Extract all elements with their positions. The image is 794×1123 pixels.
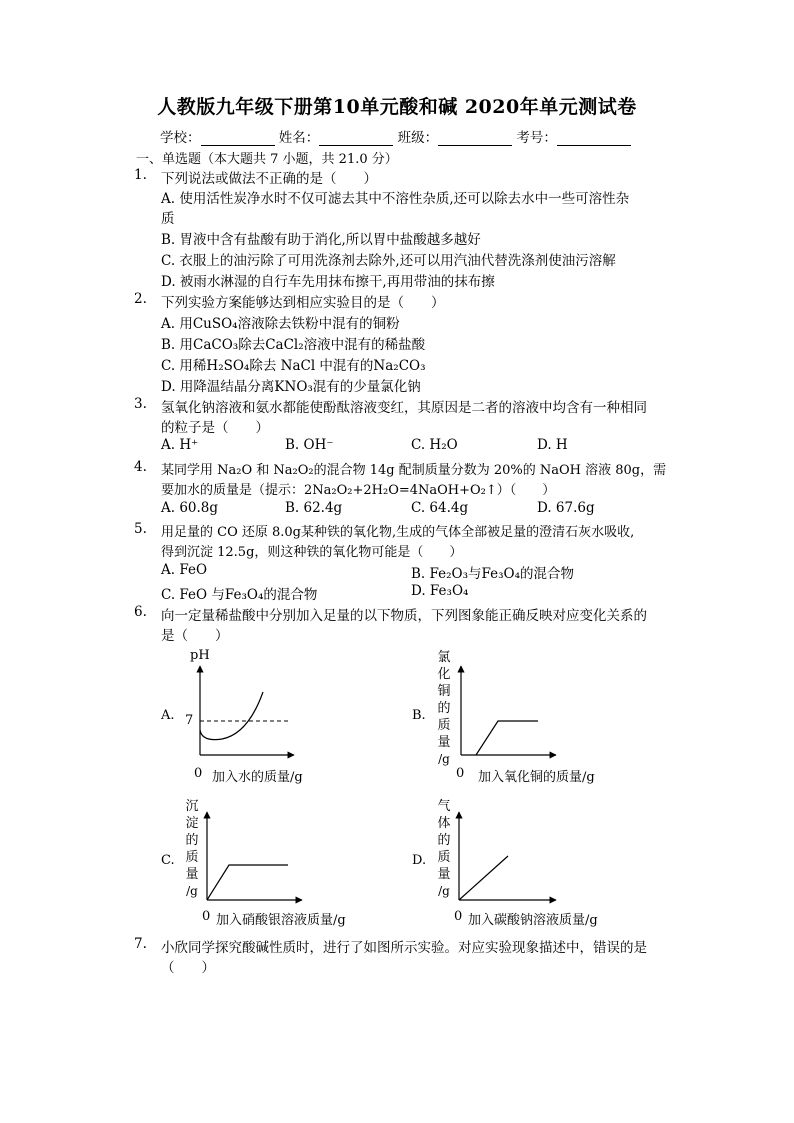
school-label: 学校： — [160, 130, 201, 146]
question-stem: 小欣同学探究酸碱性质时，进行了如图所示实验。对应实验现象描述中，错误的是 — [161, 940, 647, 956]
class-label: 班级： — [397, 130, 439, 146]
question-stem: 下列实验方案能够达到相应实验目的是（ ） — [161, 295, 445, 311]
option-b[interactable]: B. OH⁻ — [285, 437, 334, 453]
copper-chloride-line — [476, 721, 538, 755]
question-number: 4. — [134, 459, 147, 475]
graph-d-xlabel: 加入碳酸钠溶液质量/g — [468, 913, 598, 928]
graph-d-ylabel: 气 体 的 质 量 /g — [437, 799, 451, 898]
option-a[interactable]: A. FeO — [161, 562, 208, 578]
option-d[interactable]: D. 用降温结晶分离KNO₃混有的少量氯化钠 — [161, 379, 421, 395]
option-a-cont: 质 — [161, 211, 175, 227]
option-a[interactable]: A. 用CuSO₄溶液除去铁粉中混有的铜粉 — [161, 316, 400, 332]
precipitate-line — [207, 865, 288, 900]
option-a[interactable]: A. H⁺ — [161, 437, 199, 453]
graph-b-origin: 0 — [456, 766, 465, 781]
graph-c-letter: C. — [161, 853, 175, 868]
section-heading: 一、单选题（本大题共 7 小题，共 21.0 分） — [136, 152, 398, 167]
question-stem-cont: 是（ ） — [161, 628, 229, 644]
graph-d-plot — [450, 808, 562, 906]
option-d[interactable]: D. H — [537, 437, 568, 453]
school-blank[interactable] — [201, 131, 275, 146]
graph-c-xlabel: 加入硝酸银溶液质量/g — [216, 913, 346, 928]
graph-c-plot — [198, 808, 308, 906]
question-number: 7. — [134, 936, 147, 952]
option-c[interactable]: C. H₂O — [411, 437, 458, 453]
graph-a-ytick-7: 7 — [185, 713, 194, 728]
option-b[interactable]: B. 胃液中含有盐酸有助于消化,所以胃中盐酸越多越好 — [161, 232, 481, 248]
student-info-line — [160, 126, 631, 146]
class-blank[interactable] — [438, 131, 512, 146]
graph-b-plot — [452, 662, 562, 762]
question-stem-cont: （ ） — [161, 960, 215, 976]
question-stem-cont: 的粒子是（ ） — [161, 420, 269, 436]
option-c[interactable]: C. FeO 与Fe₃O₄的混合物 — [161, 587, 318, 603]
option-c[interactable]: C. 64.4g — [411, 500, 469, 516]
graph-a-origin: 0 — [194, 766, 203, 781]
question-stem: 下列说法或做法不正确的是（ ） — [161, 171, 377, 187]
option-b[interactable]: B. 62.4g — [285, 500, 343, 516]
question-stem: 某同学用 Na₂O 和 Na₂O₂的混合物 14g 配制质量分数为 20%的 NaOH 溶液 80g，需 — [161, 463, 667, 478]
exam-no-label: 考号： — [516, 130, 557, 146]
question-number: 3. — [134, 396, 147, 412]
option-b[interactable]: B. Fe₂O₃与Fe₃O₄的混合物 — [411, 566, 575, 582]
graph-c-ylabel: 沉 淀 的 质 量 /g — [185, 799, 199, 898]
question-stem: 用足量的 CO 还原 8.0g某种铁的氧化物,生成的气体全部被足量的澄清石灰水吸收, — [161, 525, 635, 540]
option-a[interactable]: A. 60.8g — [161, 500, 219, 516]
graph-d-origin: 0 — [454, 909, 463, 924]
gas-line — [459, 856, 508, 900]
option-c[interactable]: C. 用稀H₂SO₄除去 NaCl 中混有的Na₂CO₃ — [161, 358, 426, 374]
question-number: 5. — [134, 521, 147, 537]
ph-curve — [200, 692, 263, 740]
question-number: 1. — [134, 167, 147, 183]
exam-no-blank[interactable] — [557, 131, 631, 146]
question-number: 6. — [134, 604, 147, 620]
option-d[interactable]: D. 67.6g — [537, 500, 595, 516]
name-blank[interactable] — [319, 131, 393, 146]
option-c[interactable]: C. 衣服上的油污除了可用洗涤剂去除外,还可以用汽油代替洗涤剂使油污溶解 — [161, 253, 616, 269]
graph-b-letter: B. — [412, 708, 426, 723]
option-d[interactable]: D. Fe₃O₄ — [411, 583, 469, 599]
graph-a-letter: A. — [161, 708, 175, 723]
question-stem-cont: 得到沉淀 12.5g，则这种铁的氧化物可能是（ ） — [161, 545, 463, 560]
option-d[interactable]: D. 被雨水淋湿的自行车先用抹布擦干,再用带油的抹布擦 — [161, 274, 495, 290]
graph-a-plot — [190, 662, 300, 762]
graph-c-origin: 0 — [202, 909, 211, 924]
page-title: 人教版九年级下册第10单元酸和碱 2020年单元测试卷 — [157, 96, 637, 118]
option-b[interactable]: B. 用CaCO₃除去CaCl₂溶液中混有的稀盐酸 — [161, 337, 426, 353]
question-stem-cont: 要加水的质量是（提示：2Na₂O₂+2H₂O=4NaOH+O₂↑）（ ） — [161, 483, 556, 498]
question-number: 2. — [134, 291, 147, 307]
graph-a-xlabel: 加入水的质量/g — [212, 770, 303, 785]
option-a[interactable]: A. 使用活性炭净水时不仅可滤去其中不溶性杂质,还可以除去水中一些可溶性杂 — [161, 191, 630, 207]
graph-b-xlabel: 加入氧化铜的质量/g — [478, 770, 595, 785]
graph-b-ylabel: 氯 化 铜 的 质 量 /g — [437, 650, 451, 766]
graph-a-ylabel: pH — [190, 648, 210, 663]
question-stem: 氢氧化钠溶液和氨水都能使酚酞溶液变红，其原因是二者的溶液中均含有一种相同 — [161, 400, 647, 416]
graph-d-letter: D. — [412, 853, 427, 868]
name-label: 姓名： — [278, 130, 320, 146]
question-stem: 向一定量稀盐酸中分别加入足量的以下物质，下列图象能正确反映对应变化关系的 — [161, 608, 647, 624]
